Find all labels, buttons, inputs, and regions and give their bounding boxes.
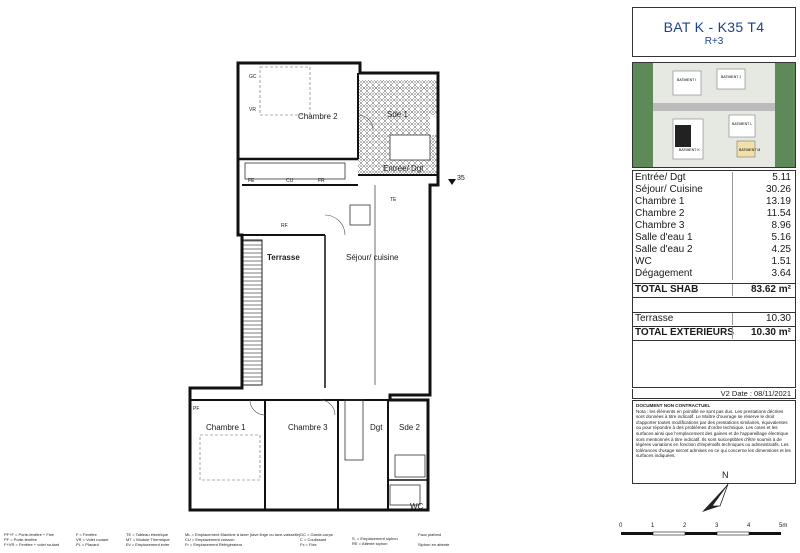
room-terrasse: Terrasse <box>267 253 300 262</box>
legend-col-4: ML = Emplacement Machine à laver (lave linge ou lave-vaisselle) CU = Emplacement cuisson Fr = Emplacement Réfrigérateur <box>185 532 301 547</box>
label-pf: PF <box>193 406 200 412</box>
legend-col-2: F = Fenêtre VR = Volet roulant PL = Placard <box>76 532 109 547</box>
label-entrance-number: 35 <box>457 175 465 182</box>
scale-tick-4: 4 <box>747 523 751 529</box>
label-fr: FR <box>318 178 325 184</box>
room-sejour: Séjour/ cuisine <box>346 253 399 262</box>
total-ext-row: TOTAL EXTERIEURS 10.30 m² <box>633 326 795 341</box>
label-vr: VR <box>249 107 256 113</box>
site-label-k: BATIMENT K <box>679 148 700 152</box>
site-map-drawing <box>633 63 795 167</box>
room-chambre-3: Chambre 3 <box>288 423 328 432</box>
site-map <box>632 62 796 168</box>
label-cu: CU <box>286 178 294 184</box>
legend <box>0 532 470 551</box>
surface-row: Entrée/ Dgt 5.11 <box>635 172 791 183</box>
scale-bar <box>615 518 800 548</box>
room-sde-2: Sde 2 <box>399 423 420 432</box>
notice-title: DOCUMENT NON CONTRACTUEL <box>636 403 711 408</box>
room-chambre-2: Chambre 2 <box>298 112 338 121</box>
label-te: TE <box>390 197 397 203</box>
scale-tick-2: 2 <box>683 523 687 529</box>
room-wc: WC <box>410 502 424 511</box>
legend-col-1: PF+F = Porte-fenêtre + Fixe PF = Porte-fenêtre F+VR = Fenêtre + volet roulant <box>4 532 60 547</box>
site-label-j: BATIMENT J <box>721 75 742 79</box>
surface-row: Séjour/ Cuisine 30.26 <box>635 184 791 195</box>
surface-row: Chambre 1 13.19 <box>635 196 791 207</box>
title-box <box>632 7 796 57</box>
scale-tick-0: 0 <box>619 523 623 529</box>
surface-row: Salle d'eau 1 5.16 <box>635 232 791 243</box>
surface-row: WC 1.51 <box>635 256 791 267</box>
surface-row: Dégagement 3.64 <box>635 268 791 279</box>
legend-col-6: Faux plafond Siphon en attente <box>418 532 450 547</box>
total-shab-row: TOTAL SHAB 83.62 m² <box>633 283 795 298</box>
room-entree: Entrée/ Dgt <box>383 164 424 173</box>
surface-row: Salle d'eau 2 4.25 <box>635 244 791 255</box>
room-dgt: Dgt <box>370 423 383 432</box>
notice-box <box>632 400 796 484</box>
legend-col-5: GC = Garde-corps C = Coulissant Fx = Fixe <box>300 532 333 547</box>
scale-tick-5: 5m <box>779 523 788 529</box>
scale-tick-1: 1 <box>651 523 655 529</box>
scale-tick-3: 3 <box>715 523 719 529</box>
notice-text: Nota : les éléments en pointillé ne sont pas dus. Les prestations décrites sont données à titre indicatif. Le Maître d'ouvrage se réserve le droit d'apporter toutes modifications par des prestations similaires, équivalentes ou pour répondre à des problèmes d'ordre technique. Les cotes et les surfaces ainsi que l'emplacement des gaines et de l'appareillage électrique sont mentionnés à titre indicatif. Ils sont susceptibles d'être soumis à de légères variations en fonction d'impératifs techniques ou administratifs. Les tolérances d'usage seront admises en ce qui concerne les dimensions et les surfaces indiquées. <box>636 408 791 459</box>
north-label: N <box>722 470 729 480</box>
terrasse-row: Terrasse 10.30 <box>633 312 795 325</box>
floor-plan <box>160 55 460 520</box>
surface-table <box>632 170 796 388</box>
scale-bar-drawing <box>615 518 800 548</box>
site-label-l: BATIMENT L <box>732 122 753 126</box>
site-label-i: BATIMENT I <box>677 78 697 82</box>
label-gc: GC <box>249 74 257 80</box>
legend-col-5b: S. = Emplacement siphon RE = Attente siphon <box>352 536 398 546</box>
legend-col-3: TE = Tableau électrique MT = Module Thermique Ev = Emplacement évier <box>126 532 170 547</box>
label-rf: RF <box>281 223 288 229</box>
site-label-m: BATIMENT M <box>739 148 761 152</box>
surface-row: Chambre 2 11.54 <box>635 208 791 219</box>
title-level: R+3 <box>704 36 724 47</box>
label-fe: FE <box>248 178 255 184</box>
surface-row: Chambre 3 8.96 <box>635 220 791 231</box>
title-main: BAT K - K35 T4 <box>663 19 765 35</box>
room-chambre-1: Chambre 1 <box>206 423 246 432</box>
date-line: V2 Date : 08/11/2021 <box>632 389 796 399</box>
room-sde-1: Sde 1 <box>387 110 408 119</box>
